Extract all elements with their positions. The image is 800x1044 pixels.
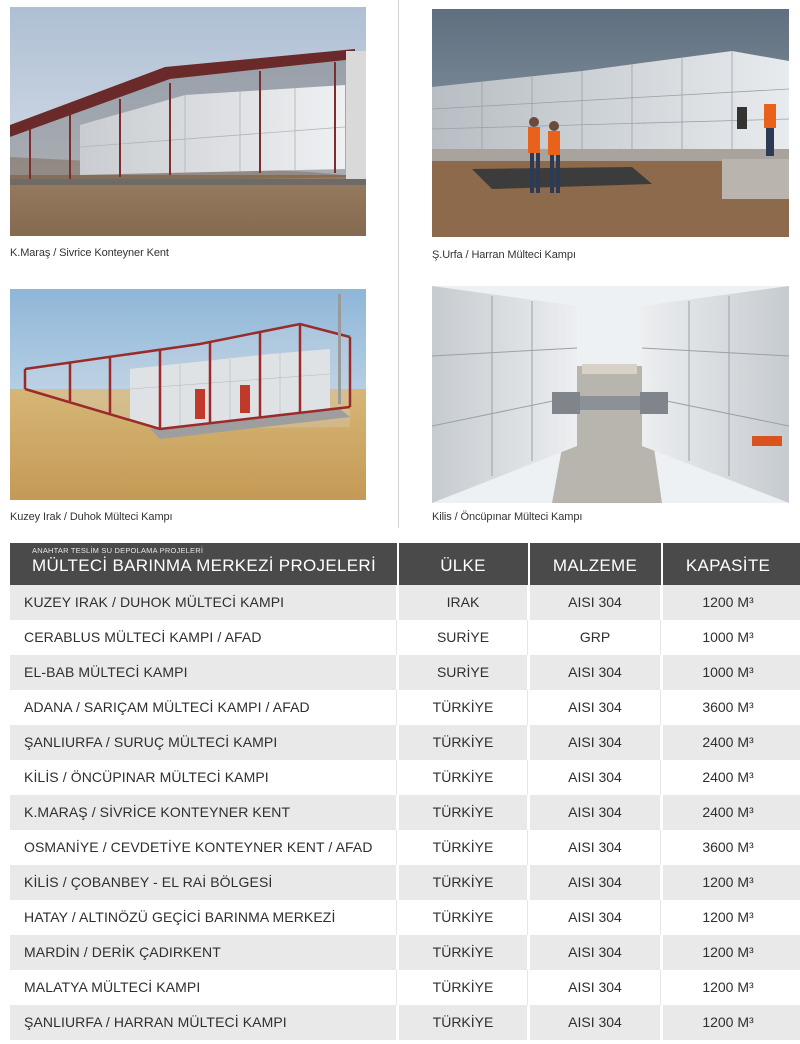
table-row xyxy=(10,865,800,900)
project-name-cell: ADANA / SARIÇAM MÜLTECİ KAMPI / AFAD xyxy=(24,699,310,715)
photo-caption: K.Maraş / Sivrice Konteyner Kent xyxy=(10,247,169,259)
table-row xyxy=(10,795,800,830)
column-separator xyxy=(396,970,397,1005)
tank-steel-frame-photo-icon xyxy=(10,289,366,500)
refugee-projects-table xyxy=(10,543,800,1040)
project-name-cell: MARDİN / DERİK ÇADIRKENT xyxy=(24,944,221,960)
country-cell: IRAK xyxy=(446,594,480,610)
column-separator xyxy=(527,620,528,655)
table-body xyxy=(10,585,800,1040)
column-separator xyxy=(660,970,661,1005)
country-cell: TÜRKİYE xyxy=(432,804,494,820)
country-cell: SURİYE xyxy=(436,664,490,680)
column-separator xyxy=(660,620,661,655)
capacity-cell: 2400 M³ xyxy=(702,804,754,820)
capacity-cell: 1200 M³ xyxy=(702,594,754,610)
country-cell: TÜRKİYE xyxy=(432,909,494,925)
material-cell: AISI 304 xyxy=(568,909,622,925)
column-separator xyxy=(396,830,397,865)
project-name-cell: EL-BAB MÜLTECİ KAMPI xyxy=(24,664,188,680)
photo-kuzey-irak-duhok xyxy=(10,289,366,500)
country-cell: TÜRKİYE xyxy=(432,874,494,890)
table-row xyxy=(10,900,800,935)
material-cell: AISI 304 xyxy=(568,769,622,785)
capacity-cell: 1000 M³ xyxy=(702,664,754,680)
column-divider xyxy=(398,0,399,528)
column-separator xyxy=(660,900,661,935)
project-name-cell: KİLİS / ÇOBANBEY - EL RAİ BÖLGESİ xyxy=(24,874,273,890)
country-cell: TÜRKİYE xyxy=(432,944,494,960)
capacity-cell: 1200 M³ xyxy=(702,909,754,925)
material-cell: AISI 304 xyxy=(568,734,622,750)
photo-kilis-oncupinar xyxy=(432,286,789,503)
country-cell: TÜRKİYE xyxy=(432,699,494,715)
column-separator xyxy=(527,830,528,865)
header-material: MALZEME xyxy=(552,556,638,575)
column-separator xyxy=(527,690,528,725)
capacity-cell: 2400 M³ xyxy=(702,769,754,785)
column-separator xyxy=(527,760,528,795)
column-separator xyxy=(527,970,528,1005)
table-row xyxy=(10,725,800,760)
table-row xyxy=(10,935,800,970)
capacity-cell: 1200 M³ xyxy=(702,944,754,960)
table-row xyxy=(10,655,800,690)
column-separator xyxy=(396,900,397,935)
project-name-cell: MALATYA MÜLTECİ KAMPI xyxy=(24,979,201,995)
column-separator xyxy=(660,830,661,865)
project-name-cell: K.MARAŞ / SİVRİCE KONTEYNER KENT xyxy=(24,804,291,820)
column-separator xyxy=(396,690,397,725)
project-name-cell: ŞANLIURFA / HARRAN MÜLTECİ KAMPI xyxy=(24,1014,287,1030)
table-row xyxy=(10,830,800,865)
table-row xyxy=(10,970,800,1005)
table-row xyxy=(10,690,800,725)
country-cell: SURİYE xyxy=(436,629,490,645)
project-name-cell: OSMANİYE / CEVDETİYE KONTEYNER KENT / AFAD xyxy=(24,839,373,855)
material-cell: AISI 304 xyxy=(568,699,622,715)
photo-caption: Ş.Urfa / Harran Mülteci Kampı xyxy=(432,249,576,261)
table-header xyxy=(10,543,800,585)
column-separator xyxy=(527,900,528,935)
project-name-cell: KİLİS / ÖNCÜPINAR MÜLTECİ KAMPI xyxy=(24,769,269,785)
photo-kmaras-sivrice xyxy=(10,7,366,236)
table-row xyxy=(10,1005,800,1040)
project-name-cell: ŞANLIURFA / SURUÇ MÜLTECİ KAMPI xyxy=(24,734,278,750)
material-cell: AISI 304 xyxy=(568,944,622,960)
column-separator xyxy=(660,760,661,795)
material-cell: AISI 304 xyxy=(568,1014,622,1030)
project-name-cell: KUZEY IRAK / DUHOK MÜLTECİ KAMPI xyxy=(24,594,285,610)
header-project: MÜLTECİ BARINMA MERKEZİ PROJELERİ xyxy=(32,556,376,575)
country-cell: TÜRKİYE xyxy=(432,1014,494,1030)
project-name-cell: CERABLUS MÜLTECİ KAMPI / AFAD xyxy=(24,629,262,645)
country-cell: TÜRKİYE xyxy=(432,769,494,785)
country-cell: TÜRKİYE xyxy=(432,734,494,750)
table-supertitle: ANAHTAR TESLİM SU DEPOLAMA PROJELERİ xyxy=(32,546,204,555)
table-row xyxy=(10,620,800,655)
material-cell: AISI 304 xyxy=(568,594,622,610)
tank-corridor-photo-icon xyxy=(432,286,789,503)
header-country: ÜLKE xyxy=(440,556,486,575)
capacity-cell: 1200 M³ xyxy=(702,1014,754,1030)
material-cell: AISI 304 xyxy=(568,874,622,890)
capacity-cell: 2400 M³ xyxy=(702,734,754,750)
material-cell: AISI 304 xyxy=(568,979,622,995)
material-cell: AISI 304 xyxy=(568,804,622,820)
capacity-cell: 1000 M³ xyxy=(702,629,754,645)
table-row xyxy=(10,585,800,620)
tank-shelter-photo-icon xyxy=(10,7,366,236)
country-cell: TÜRKİYE xyxy=(432,979,494,995)
project-name-cell: HATAY / ALTINÖZÜ GEÇİCİ BARINMA MERKEZİ xyxy=(24,909,336,925)
capacity-cell: 1200 M³ xyxy=(702,874,754,890)
column-separator xyxy=(396,760,397,795)
photo-caption: Kuzey Irak / Duhok Mülteci Kampı xyxy=(10,511,173,523)
capacity-cell: 3600 M³ xyxy=(702,839,754,855)
capacity-cell: 1200 M³ xyxy=(702,979,754,995)
capacity-cell: 3600 M³ xyxy=(702,699,754,715)
material-cell: AISI 304 xyxy=(568,839,622,855)
material-cell: AISI 304 xyxy=(568,664,622,680)
column-separator xyxy=(396,620,397,655)
photo-caption: Kilis / Öncüpınar Mülteci Kampı xyxy=(432,511,583,523)
tank-installation-photo-icon xyxy=(432,9,789,237)
country-cell: TÜRKİYE xyxy=(432,839,494,855)
photo-surfa-harran xyxy=(432,9,789,237)
material-cell: GRP xyxy=(579,629,611,645)
column-separator xyxy=(660,690,661,725)
table-row xyxy=(10,760,800,795)
header-capacity: KAPASİTE xyxy=(685,556,771,575)
